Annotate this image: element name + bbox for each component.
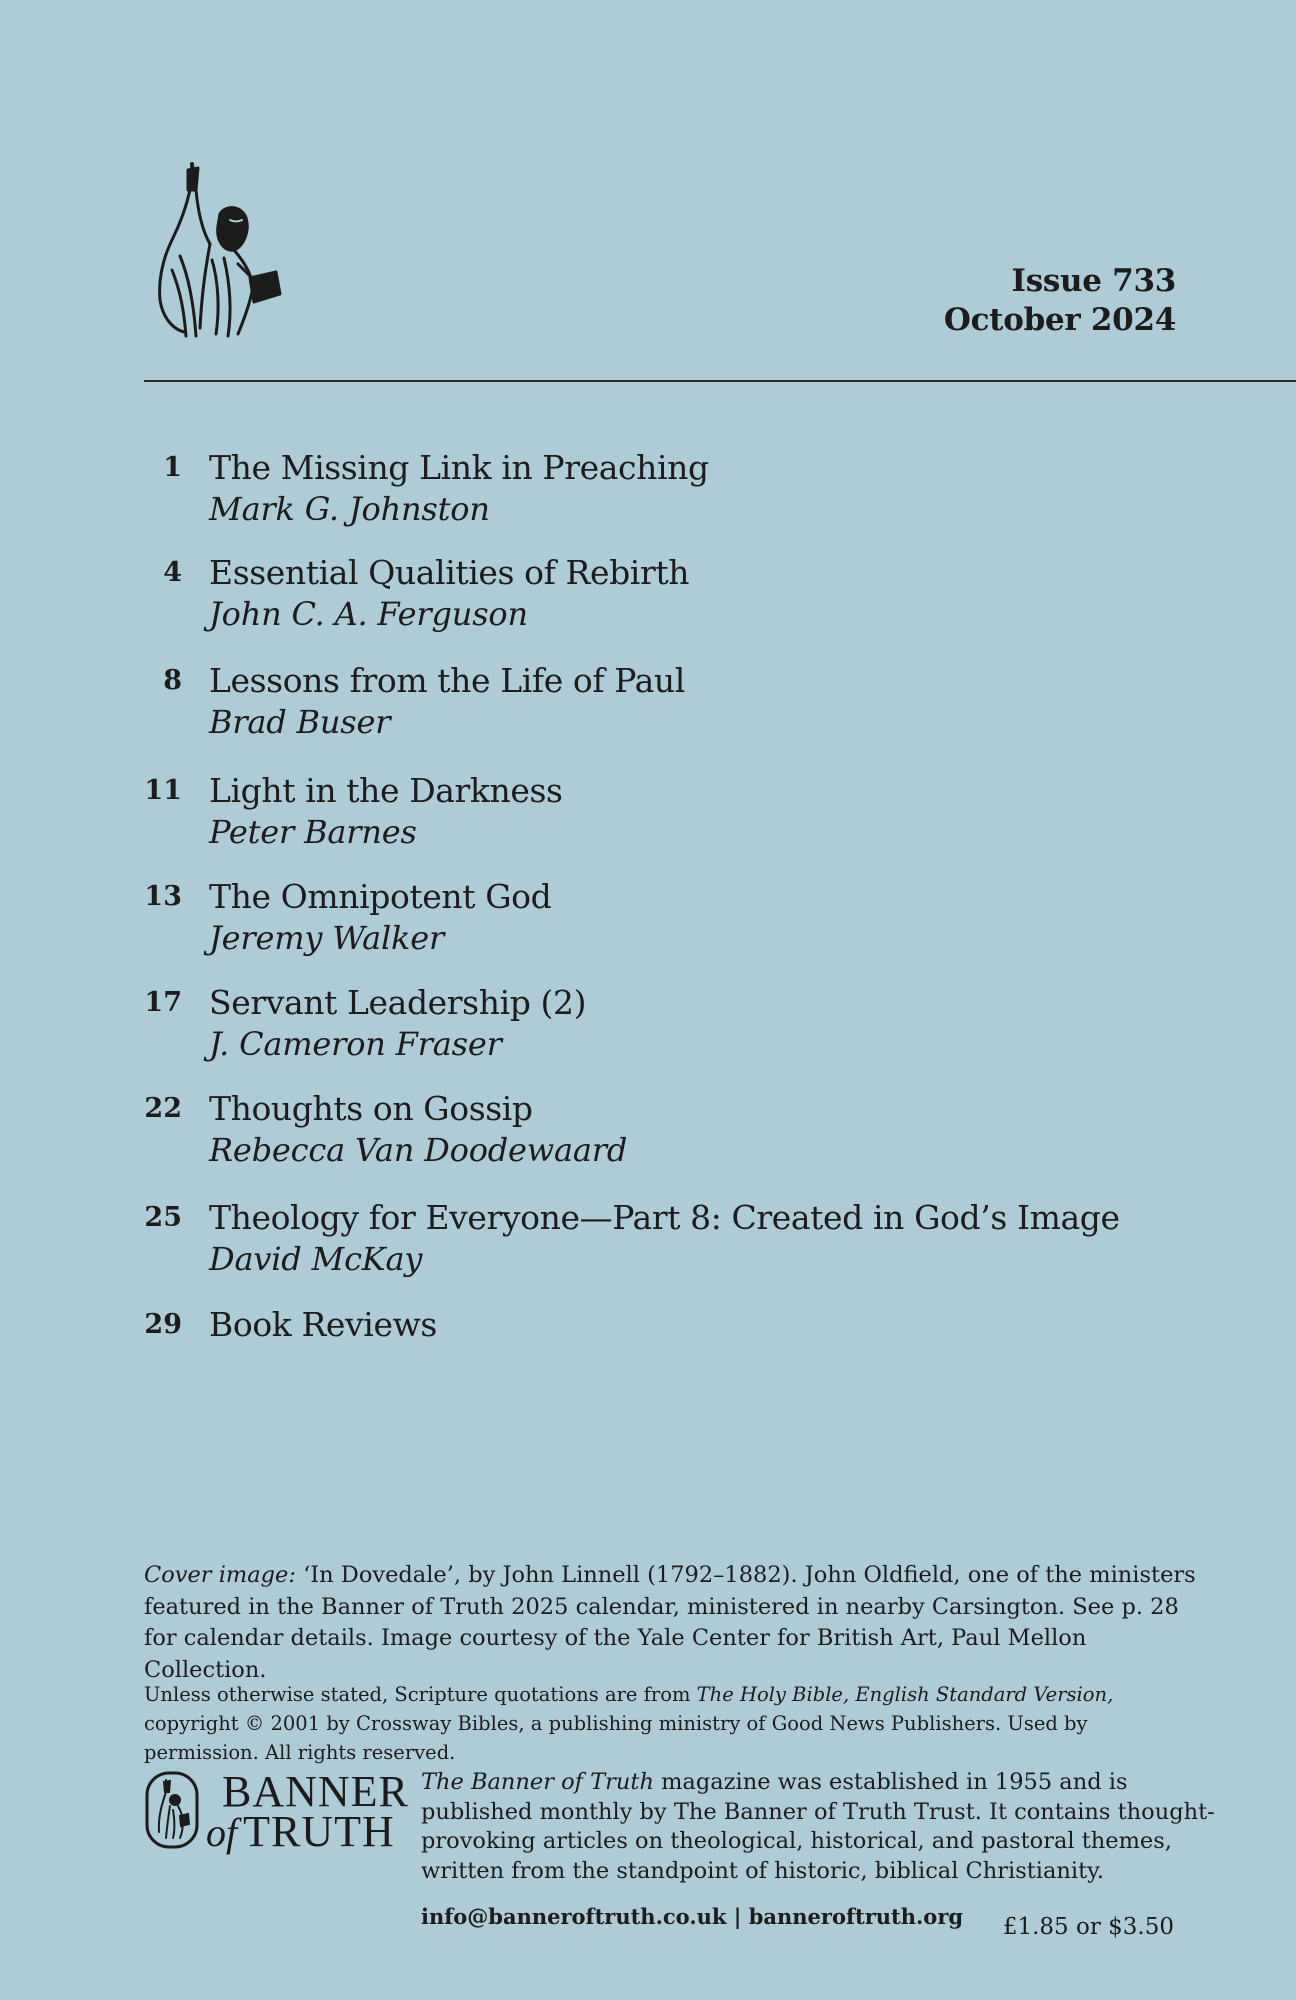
logo-truth-text	[206, 1807, 395, 1856]
header-divider	[144, 380, 1296, 382]
toc-article-title: The Missing Link in Preaching	[209, 448, 709, 487]
toc-page-number: 8	[163, 665, 182, 696]
cover-image-note	[144, 1560, 1204, 1686]
about-text: magazine was established in 1955 and is published monthly by The Banner of Truth Trust. It contains thought-provoking articles on theological, historical, and pastoral themes, written from the standpoint of historic, biblical Christianity.	[421, 1769, 1215, 1884]
toc-article-author: Jeremy Walker	[209, 919, 445, 957]
toc-article-author: Peter Barnes	[209, 813, 417, 851]
toc-article-title: Lessons from the Life of Paul	[209, 661, 685, 700]
cover-note-label: Cover image:	[144, 1562, 296, 1588]
magazine-about	[421, 1768, 1221, 1886]
logo-of-text: of	[206, 1810, 238, 1855]
toc-article-author: John C. A. Ferguson	[209, 595, 528, 633]
cover-note-text: ‘In Dovedale’, by John Linnell (1792–1882). John Oldfield, one of the ministers featured in the Banner of Truth 2025 calendar, ministered in nearby Carsington. See p. 28 for calendar details. Image courtesy of the Yale Center for British Art, Paul Mellon Collection.	[144, 1562, 1196, 1683]
logo-banner-text: BANNER	[222, 1767, 409, 1816]
toc-article-title: Thoughts on Gossip	[209, 1089, 533, 1128]
toc-article-title: Theology for Everyone—Part 8: Created in God’s Image	[209, 1198, 1120, 1237]
toc-article-author: David McKay	[209, 1240, 423, 1278]
toc-article-title: Servant Leadership (2)	[209, 983, 587, 1022]
issue-info	[944, 262, 1176, 340]
price-label: £1.85 or $3.50	[1002, 1914, 1174, 1940]
scripture-note-copyright: copyright © 2001 by Crossway Bibles, a publishing ministry of Good News Publishers. Used by permission. All rights reserved.	[144, 1712, 1088, 1764]
banner-of-truth-logo-icon	[144, 1770, 200, 1850]
toc-article-title: Light in the Darkness	[209, 771, 563, 810]
toc-article-title: The Omnipotent God	[209, 877, 552, 916]
toc-article-author: Rebecca Van Doodewaard	[209, 1131, 628, 1169]
issue-date: October 2024	[943, 302, 1176, 338]
toc-page-number: 22	[144, 1093, 182, 1124]
contact-info: info@banneroftruth.co.uk | banneroftruth.org	[421, 1904, 964, 1929]
toc-article-title: Essential Qualities of Rebirth	[209, 553, 690, 592]
scripture-note-version: The Holy Bible, English Standard Version,	[696, 1683, 1114, 1706]
toc-article-author: J. Cameron Fraser	[209, 1025, 502, 1063]
toc-article-title: Book Reviews	[209, 1305, 437, 1344]
toc-page-number: 17	[144, 987, 182, 1018]
toc-page-number: 11	[144, 775, 182, 806]
toc-page-number: 4	[163, 557, 182, 588]
logo-truth-word: TRUTH	[243, 1807, 395, 1856]
toc-page-number: 25	[144, 1202, 182, 1233]
toc-article-author: Mark G. Johnston	[209, 490, 490, 528]
toc-page-number: 1	[163, 452, 182, 483]
toc-page-number: 13	[144, 881, 182, 912]
banner-figure-icon	[150, 160, 300, 340]
toc-page-number: 29	[144, 1309, 182, 1340]
banner-of-truth-logo	[144, 1767, 409, 1856]
magazine-name: The Banner of Truth	[421, 1769, 654, 1795]
issue-number: Issue 733	[1011, 263, 1176, 299]
scripture-note	[144, 1680, 1204, 1767]
toc-article-author: Brad Buser	[209, 703, 391, 741]
scripture-note-text: Unless otherwise stated, Scripture quotations are from	[144, 1683, 697, 1706]
